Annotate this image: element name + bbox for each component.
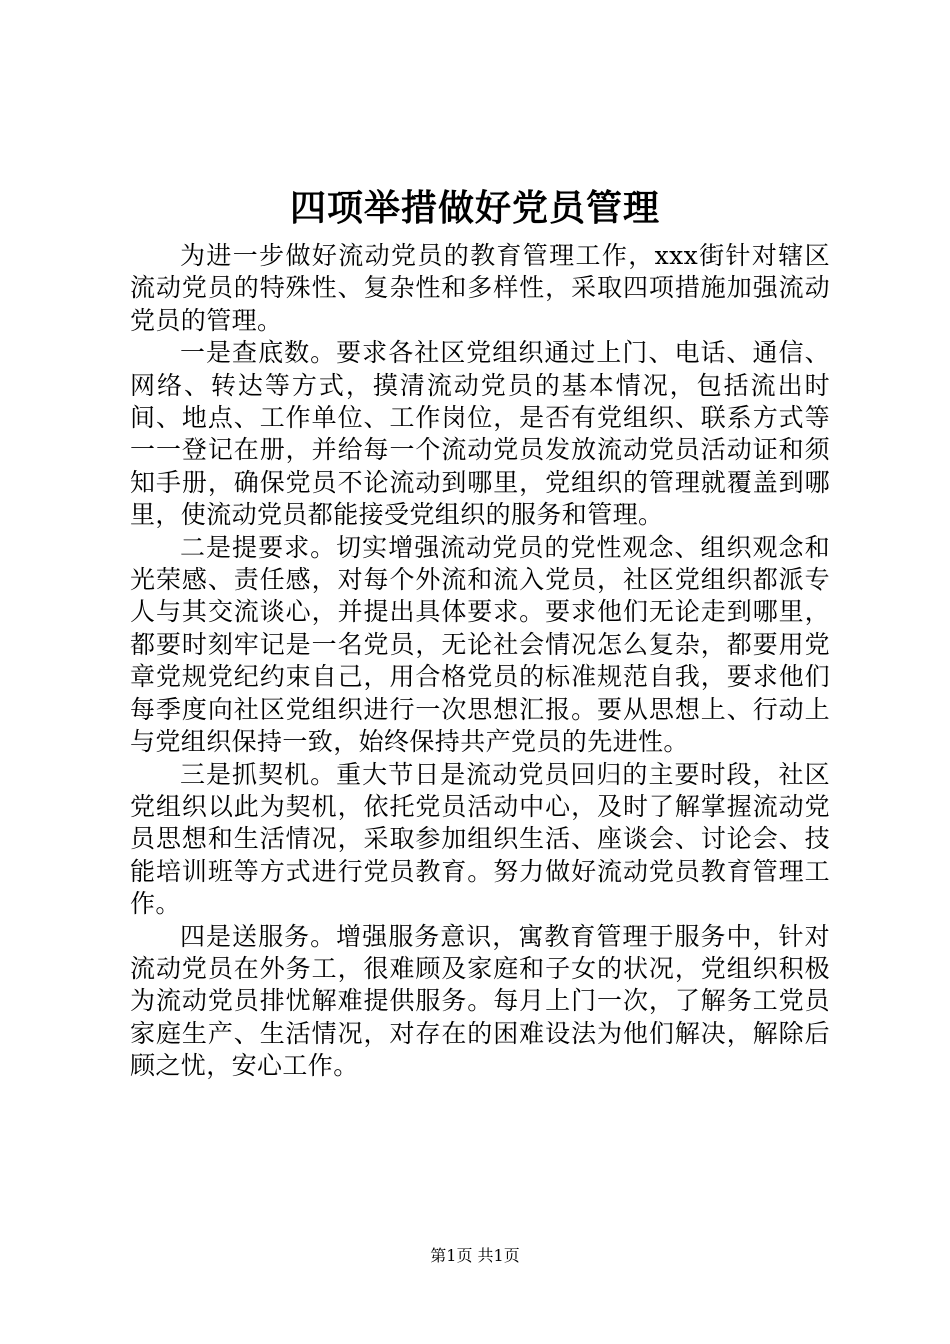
document-body	[130, 240, 830, 1083]
page-footer: 第1页 共1页	[430, 1246, 520, 1265]
paragraph-measure-2: 二是提要求。切实增强流动党员的党性观念、组织观念和光荣感、责任感，对每个外流和流入党员，社区党组织都派专人与其交流谈心，并提出具体要求。要求他们无论走到哪里，都要时刻牢记是一名党员，无论社会情况怎么复杂，都要用党章党规党纪约束自己，用合格党员的标准规范自我，要求他们每季度向社区党组织进行一次思想汇报。要从思想上、行动上与党组织保持一致，始终保持共产党员的先进性。	[130, 532, 830, 757]
paragraph-measure-1: 一是查底数。要求各社区党组织通过上门、电话、通信、网络、转达等方式，摸清流动党员的基本情况，包括流出时间、地点、工作单位、工作岗位，是否有党组织、联系方式等一一登记在册，并给每一个流动党员发放流动党员活动证和须知手册，确保党员不论流动到哪里，党组织的管理就覆盖到哪里，使流动党员都能接受党组织的服务和管理。	[130, 338, 830, 530]
paragraph-intro: 为进一步做好流动党员的教育管理工作，xxx街针对辖区流动党员的特殊性、复杂性和多样性，采取四项措施加强流动党员的管理。	[130, 241, 830, 335]
paragraph-measure-3: 三是抓契机。重大节日是流动党员回归的主要时段，社区党组织以此为契机，依托党员活动中心，及时了解掌握流动党员思想和生活情况，采取参加组织生活、座谈会、讨论会、技能培训班等方式进行党员教育。努力做好流动党员教育管理工作。	[130, 759, 830, 919]
paragraph-measure-4: 四是送服务。增强服务意识，寓教育管理于服务中，针对流动党员在外务工，很难顾及家庭和子女的状况，党组织积极为流动党员排忧解难提供服务。每月上门一次，了解务工党员家庭生产、生活情况，对存在的困难设法为他们解决，解除后顾之忧，安心工作。	[130, 921, 830, 1081]
document-title: 四项举措做好党员管理	[289, 187, 660, 229]
